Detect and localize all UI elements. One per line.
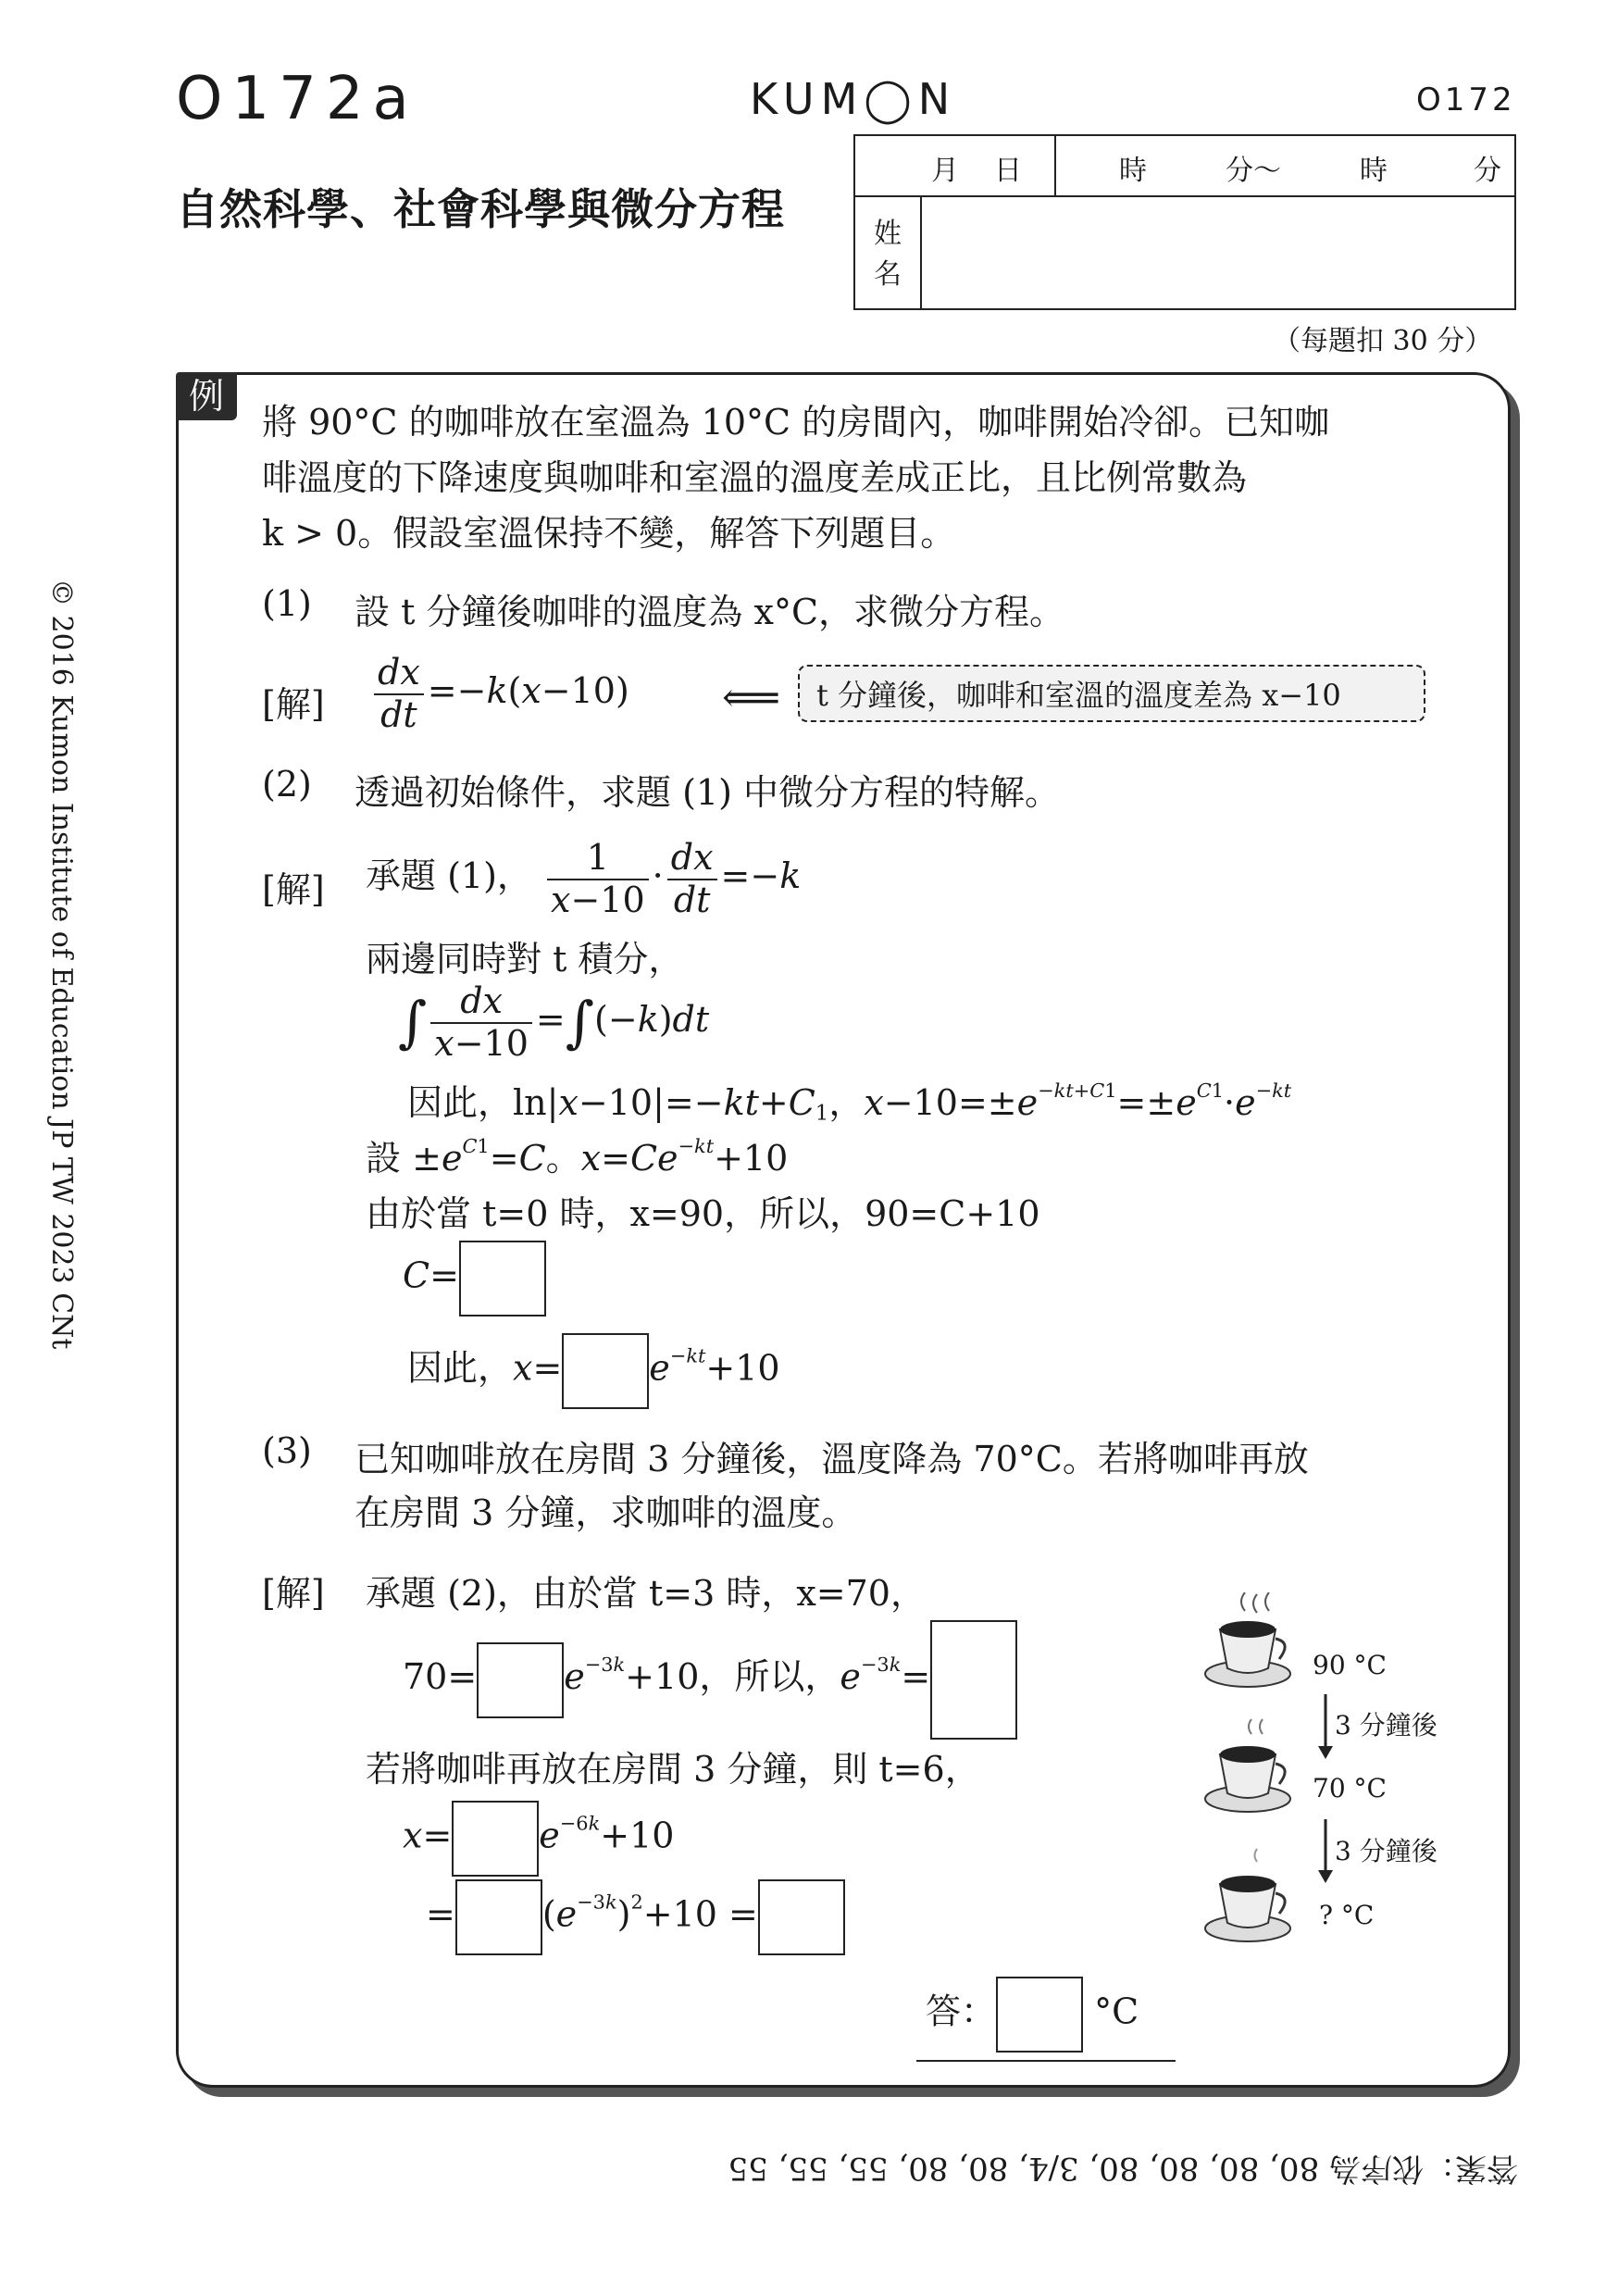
q2-text: 透過初始條件，求題 (1) 中微分方程的特解。 [355,772,1060,813]
blank-box-x6-coeff[interactable] [452,1801,539,1877]
q2-step-4-text: 設 [366,1138,402,1179]
q3-text-1: 已知咖啡放在房間 3 分鐘後，溫度降為 70°C。若將咖啡再放 [355,1439,1309,1479]
answer-label: 答： [926,1990,997,2032]
points-note: （每題扣 30 分） [1273,325,1493,357]
intro-line-1: 將 90°C 的咖啡放在室溫為 10°C 的房間內，咖啡開始冷卻。已知咖 [262,402,1330,443]
q3-step-2-text: ，所以， [699,1656,840,1697]
blank-box-c[interactable] [459,1241,546,1316]
blank-box-70-coeff[interactable] [477,1642,564,1718]
blank-box-e3k[interactable] [930,1620,1017,1740]
page-title: 自然科學、社會科學與微分方程 [176,184,785,234]
q3-text-2: 在房間 3 分鐘，求咖啡的溫度。 [355,1492,857,1533]
start-minute-label: 分～ [1226,155,1281,187]
q2-integral: ∫ $\frac{dx}{x-10}$ =∫(−k)dt [398,980,710,1064]
blank-box-x-coeff[interactable] [562,1333,649,1409]
intro-line-2: 啡溫度的下降速度與咖啡和室溫的溫度差成正比，且比例常數為 [262,457,1248,498]
worksheet-code-right: O172 [1416,81,1516,119]
coffee-cup-icon [1205,1849,1290,1941]
q3-step-2: $70= e^{-3k}+10$，所以，$e^{-3k}=$ [403,1620,1017,1740]
coffee-cup-icon [1205,1592,1290,1687]
day-label: 日 [994,155,1022,187]
cup-temp-1: 90 °C [1313,1650,1387,1680]
q1-solution-label: [解] [262,684,325,725]
q2-solution-label: [解] [262,869,325,910]
blank-box-squared-coeff[interactable] [455,1879,542,1955]
blank-box-result[interactable] [758,1879,845,1955]
date-divider [1054,136,1056,195]
q3-step-3: 若將咖啡再放在房間 3 分鐘，則 t=6， [366,1749,980,1790]
q2-c-line: C= [403,1241,546,1316]
coffee-cup-icon [1205,1719,1290,1812]
month-label: 月 [931,155,959,187]
q2-number: (2) [262,764,312,805]
worksheet-code: O172a [176,65,418,133]
intro-line-3: k > 0。假設室溫保持不變，解答下列題目。 [262,513,956,554]
cup-step-2: 3 分鐘後 [1335,1836,1438,1866]
name-label-1: 姓 [874,218,902,250]
q3-solution-label: [解] [262,1573,325,1614]
copyright-text: © 2016 Kumon Institute of Education JP TW 2023 CNt [45,579,78,1350]
q2-step-4: 設 $\pm e^{C1}=C$。$x=Ce^{-kt}+10$ [366,1135,789,1179]
hint-box: t 分鐘後，咖啡和室溫的溫度差為 x−10 [798,665,1425,722]
q2-step-5: 由於當 t=0 時，x=90，所以，90=C+10 [366,1193,1040,1234]
q2-step-2: 兩邊同時對 t 積分， [366,939,684,980]
answer-unit: °C [1094,1990,1139,2032]
q3-step-4: $x= e^{-6k}+10$ [403,1801,674,1877]
end-minute-label: 分 [1474,155,1501,187]
q2-step-1: 承題 (1)， $\frac{1}{x-10}$ · $\frac{dx}{dt}$ =−k [366,837,802,920]
q3-number: (3) [262,1430,312,1471]
q3-step-1: 承題 (2)，由於當 t=3 時，x=70， [366,1573,926,1614]
q1-number: (1) [262,583,312,624]
date-name-box [853,134,1516,310]
arrow-left-icon: ⟸ [722,674,781,721]
cup-step-1: 3 分鐘後 [1335,1710,1438,1741]
end-hour-label: 時 [1360,155,1388,187]
cup-temp-2: 70 °C [1313,1773,1387,1803]
answer-key: 答案：依序為 80, 80, 80, 80, 3/4, 80, 80, 55, 55, 55 [728,2150,1518,2187]
q2-result-text: 因此， [407,1347,514,1389]
answer-box[interactable] [996,1977,1083,2053]
q1-text: 設 t 分鐘後咖啡的溫度為 x°C，求微分方程。 [355,592,1065,632]
start-hour-label: 時 [1119,155,1147,187]
example-badge: 例 [176,372,237,420]
q3-step-5: = $(e^{-3k})^2+10$ = [426,1879,845,1955]
name-field[interactable] [922,197,1512,306]
q1-equation: $\frac{dx}{dt}$ =−k(x−10) [370,653,629,735]
kumon-logo: KUM◯N [750,74,957,124]
q2-step-3: 因此，$\ln|x-10|=-kt+C_1$，$x-10=\pm e^{-kt+C1}=\pm e^{C1}\cdot e^{-kt}$ [407,1079,1292,1126]
name-label-2: 名 [874,258,902,291]
q2-step-3-text: 因此， [407,1082,514,1123]
answer-line [916,1977,1176,2062]
cup-temp-3: ? °C [1319,1900,1375,1930]
q2-result-line: 因此，$x= e^{-kt}+10$ [407,1333,780,1409]
q2-step-1-text: 承題 (1)， [366,855,532,897]
